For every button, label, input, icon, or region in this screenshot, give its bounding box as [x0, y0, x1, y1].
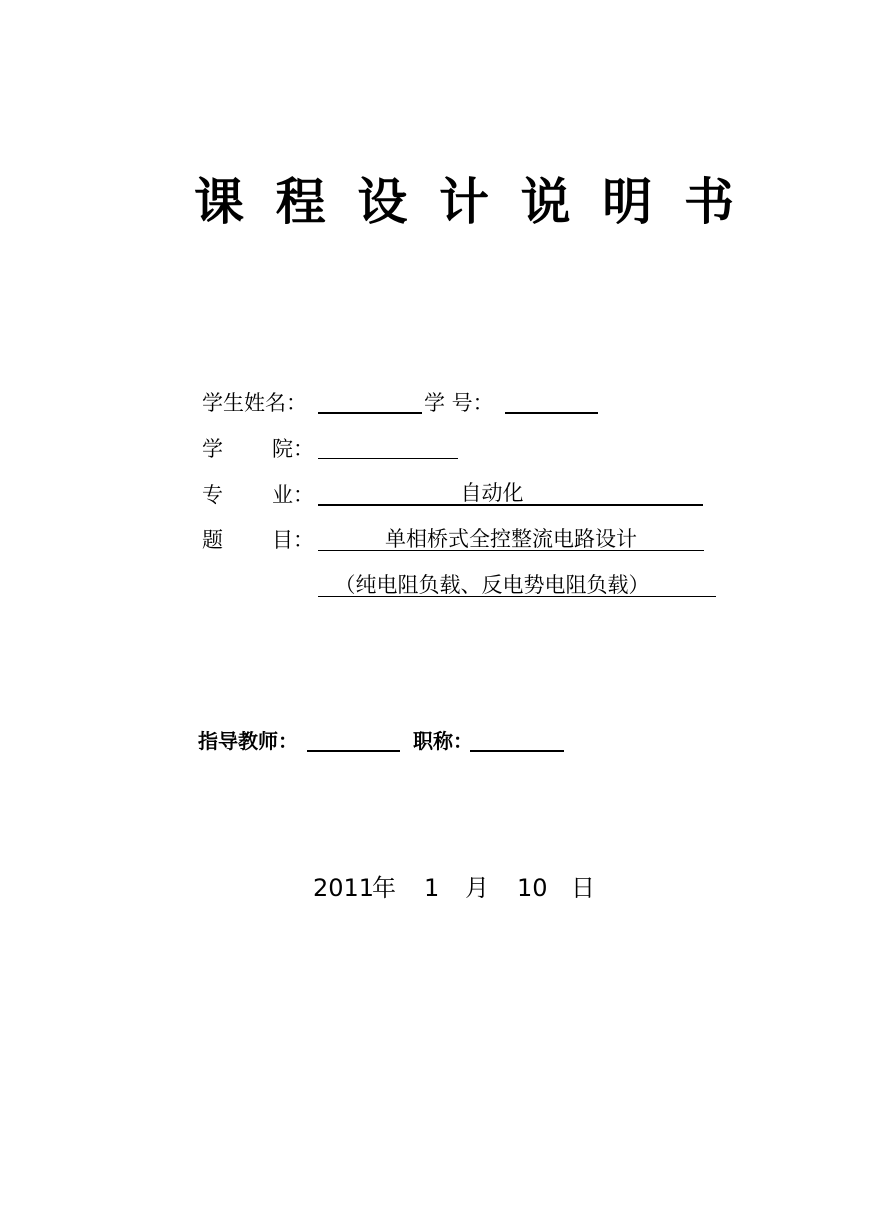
major-label-start: 专 — [202, 483, 223, 507]
college-field[interactable] — [318, 458, 458, 459]
major-field-underline — [318, 504, 703, 506]
date-day: 10 — [517, 874, 548, 902]
title-char: 程 — [275, 173, 326, 231]
student-id-field[interactable] — [505, 412, 598, 414]
college-label-start: 学 — [202, 437, 223, 461]
job-title-field[interactable] — [470, 750, 564, 752]
topic-value-line2: （纯电阻负载、反电势电阻负载） — [334, 573, 650, 597]
job-title-label: 职称： — [413, 729, 473, 753]
title-char: 计 — [438, 173, 489, 231]
title-char: 明 — [602, 173, 653, 231]
topic-value-line1: 单相桥式全控整流电路设计 — [385, 527, 637, 551]
date-day-unit: 日 — [571, 874, 595, 902]
advisor-label: 指导教师： — [198, 729, 298, 753]
title-char: 课 — [194, 173, 244, 231]
student-name-field[interactable] — [318, 412, 422, 414]
topic-underline-2 — [318, 596, 716, 597]
title-char: 书 — [683, 173, 734, 231]
major-label-end: 业： — [272, 483, 314, 507]
date-year: 2011 — [313, 874, 375, 902]
topic-label-start: 题 — [202, 528, 223, 552]
major-value: 自动化 — [460, 481, 524, 505]
college-label-end: 院： — [272, 437, 314, 461]
title-char: 说 — [520, 173, 571, 231]
student-name-label: 学生姓名： — [202, 391, 307, 415]
title-char: 设 — [357, 173, 408, 231]
topic-underline-1 — [318, 550, 704, 551]
student-id-label: 学 号： — [424, 391, 494, 415]
date-month: 1 — [424, 874, 440, 902]
advisor-field[interactable] — [307, 750, 400, 752]
date-month-unit: 月 — [465, 874, 489, 902]
date-year-unit: 年 — [372, 874, 396, 902]
document-title — [194, 172, 734, 232]
topic-label-end: 目： — [272, 528, 314, 552]
